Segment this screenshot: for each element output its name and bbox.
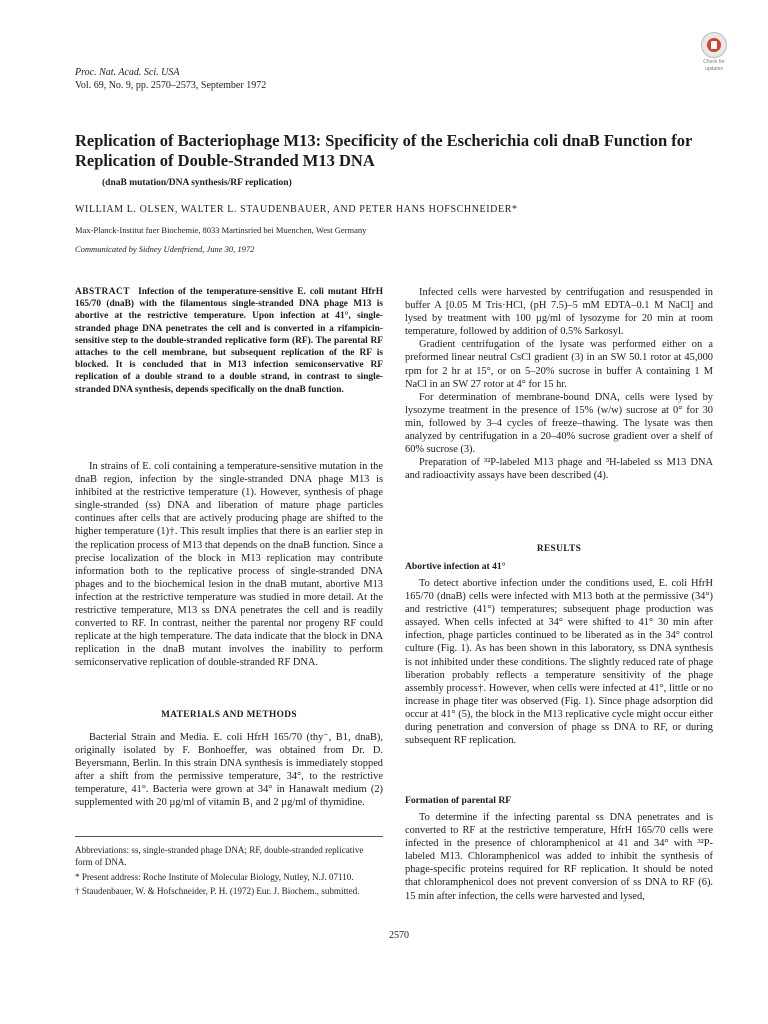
bookmark-icon	[701, 32, 727, 58]
paragraph-membrane: For determination of membrane-bound DNA, cells were lysed by lysozyme treatment in the presence of 15% (w/w) sucrose at 0° for 30 min, followed by 3–4 cycles of freeze–thawing. The lysate was then analyzed by centrifugation in a 20–40% sucrose gradient over a shelf of 60% sucrose (3).	[405, 391, 713, 456]
results-heading: RESULTS	[536, 544, 582, 554]
abortive-infection-heading: Abortive infection at 41°	[405, 561, 506, 572]
authors: WILLIAM L. OLSEN, WALTER L. STAUDENBAUER, AND PETER HANS HOFSCHNEIDER*	[75, 204, 518, 215]
materials-heading: MATERIALS AND METHODS	[161, 710, 297, 720]
article-title: Replication of Bacteriophage M13: Specificity of the Escherichia coli dnaB Function for Replication of Double-Stranded M13 DNA	[75, 131, 693, 170]
abstract-text: Infection of the temperature-sensitive E. coli mutant HfrH 165/70 (dnaB) with the filamentous single-stranded DNA phage M13 is abortive at the restrictive temperature. Upon infection at 41°, single-stranded phage DNA penetrates the cell and is converted in a rifampicin-sensitive step to the double-stranded replicative form (RF). The parental RF attaches to the cell membrane, but subsequent replication of the RF is blocked. It is concluded that in M13 infection semiconservative RF replication of a double strand to a double strand, in contrast to single-stranded DNA synthesis, depends specifically on the dnaB function.	[75, 287, 383, 395]
footnote-divider	[75, 836, 383, 837]
paragraph-gradient: Gradient centrifugation of the lysate was performed either on a preformed linear neutral CsCl gradient (3) in an SW 50.1 rotor at 45,000 rpm for 2 hr at 15°, or on 5–20% sucrose in buffer A containing 1 M NaCl in an SW 27 rotor at 4° for 15 hr.	[405, 339, 713, 390]
abortive-infection-paragraph: To detect abortive infection under the conditions used, E. coli HfrH 165/70 (dnaB) cells were infected with M13 both at the permissive (34°) and restrictive (41°) temperatures; subsequent phage production was assayed. When cells infected at 34° were shifted to 41° 30 min after infection, phage particles continued to be liberated as in the 34° control culture (Fig. 1). As has been shown in this laboratory, ss DNA synthesis is not inhibited under these conditions. The slightly reduced rate of phage liberation probably reflects a temperature sensitivity of the phage assembly process†. However, when cells were infected at 41°, little or no increase in phage titer was observed (Fig. 1). Since phage adsorption did occur at 41° (5), the block in the M13 replicative cycle might occur either during penetration and conversion of phage ss DNA to RF, or during subsequent RF replication.	[405, 578, 713, 747]
methods-continued	[405, 286, 713, 482]
badge-line2: updates	[705, 66, 723, 72]
footnote-reference: † Staudenbauer, W. & Hofschneider, P. H. (1972) Eur. J. Biochem., submitted.	[75, 886, 360, 897]
affiliation: Max-Planck-Institut fuer Biochemie, 8033 Martinsried bei Muenchen, West Germany	[75, 225, 367, 235]
badge-line1: Check for	[703, 59, 725, 65]
parental-rf-heading: Formation of parental RF	[405, 795, 512, 806]
communicated-by: Communicated by Sidney Udenfriend, June 30, 1972	[75, 244, 255, 254]
materials-paragraph: Bacterial Strain and Media. E. coli HfrH 165/70 (thy⁻, B1, dnaB), originally isolated by F. Bonhoeffer, was obtained from Dr. D. Beyersmann, Berlin. In this strain DNA synthesis is immediately stopped after a shift from the permissive temperature, 34°, to the restrictive temperature, 41°. Bacteria were grown at 34° in Hanawalt medium (2) supplemented with 20 µg/ml of vitamin B₁ and 2 µg/ml of thymidine.	[75, 732, 383, 809]
journal-citation	[75, 66, 266, 92]
abstract-label: ABSTRACT	[75, 287, 131, 297]
journal-volume: Vol. 69, No. 9, pp. 2570–2573, September 1972	[75, 80, 267, 91]
intro-paragraph: In strains of E. coli containing a temperature-sensitive mutation in the dnaB region, infection by the single-stranded DNA phage M13 is inhibited at the restrictive temperature (1). However, synthesis of phage single-stranded (ss) DNA and liberation of mature phage particles continues after cells that are actively producing phage are shifted to the higher temperature (1)†. This result implies that there is an earlier step in the replication process of M13 that depends on the dnaB function. Since a precise localization of the block in M13 replication may contribute information both to the replicative process of single-stranded DNA phages and to the biochemical lesion in the dnaB mutant, abortive M13 infection at the restrictive temperature was studied in more detail. At the restrictive temperature, M13 ss DNA penetrates the cell and is readily converted to RF. In contrast, neither the parental nor progeny RF could replicate at the high temperature. The data indicate that the block in DNA replication in the dnaB mutant involves the inability to perform semiconservative replication of double-stranded RF DNA.	[75, 461, 383, 669]
check-for-updates-badge[interactable]	[694, 32, 734, 72]
footnote-present-address: * Present address: Roche Institute of Molecular Biology, Nutley, N.J. 07110.	[75, 871, 354, 882]
paragraph-harvest: Infected cells were harvested by centrifugation and resuspended in buffer A [0.05 M Tris·HCl, (pH 7.5)–5 mM EDTA–0.1 M NaCl] and lysed by treatment with 100 µg/ml of lysozyme for 20 min at room temperature, followed by addition of 0.5% Sarkosyl.	[405, 287, 713, 338]
footnote-abbreviations: Abbreviations: ss, single-stranded phage DNA; RF, double-stranded replicative form of DNA.	[75, 845, 364, 867]
journal-name: Proc. Nat. Acad. Sci. USA	[75, 67, 180, 78]
paragraph-preparation: Preparation of ³²P-labeled M13 phage and ³H-labeled ss M13 DNA and radioactivity assays have been described (4).	[405, 457, 713, 482]
page-number: 2570	[389, 930, 409, 941]
keywords: (dnaB mutation/DNA synthesis/RF replication)	[102, 178, 292, 188]
abstract	[75, 286, 383, 396]
footnotes	[75, 845, 383, 901]
parental-rf-paragraph: To determine if the infecting parental ss DNA penetrates and is converted to RF at the restrictive temperature, HfrH 165/70 cells were infected in the presence of chloramphenicol at 41 and 34° with ³²P-labeled M13. Chloramphenicol was added to inhibit the synthesis of phage-specific proteins required for RF replication. It should be noted that chloramphenicol does not prevent conversion of ss DNA to RF (6). 15 min after infection, the cells were harvested and lysed,	[405, 812, 713, 902]
